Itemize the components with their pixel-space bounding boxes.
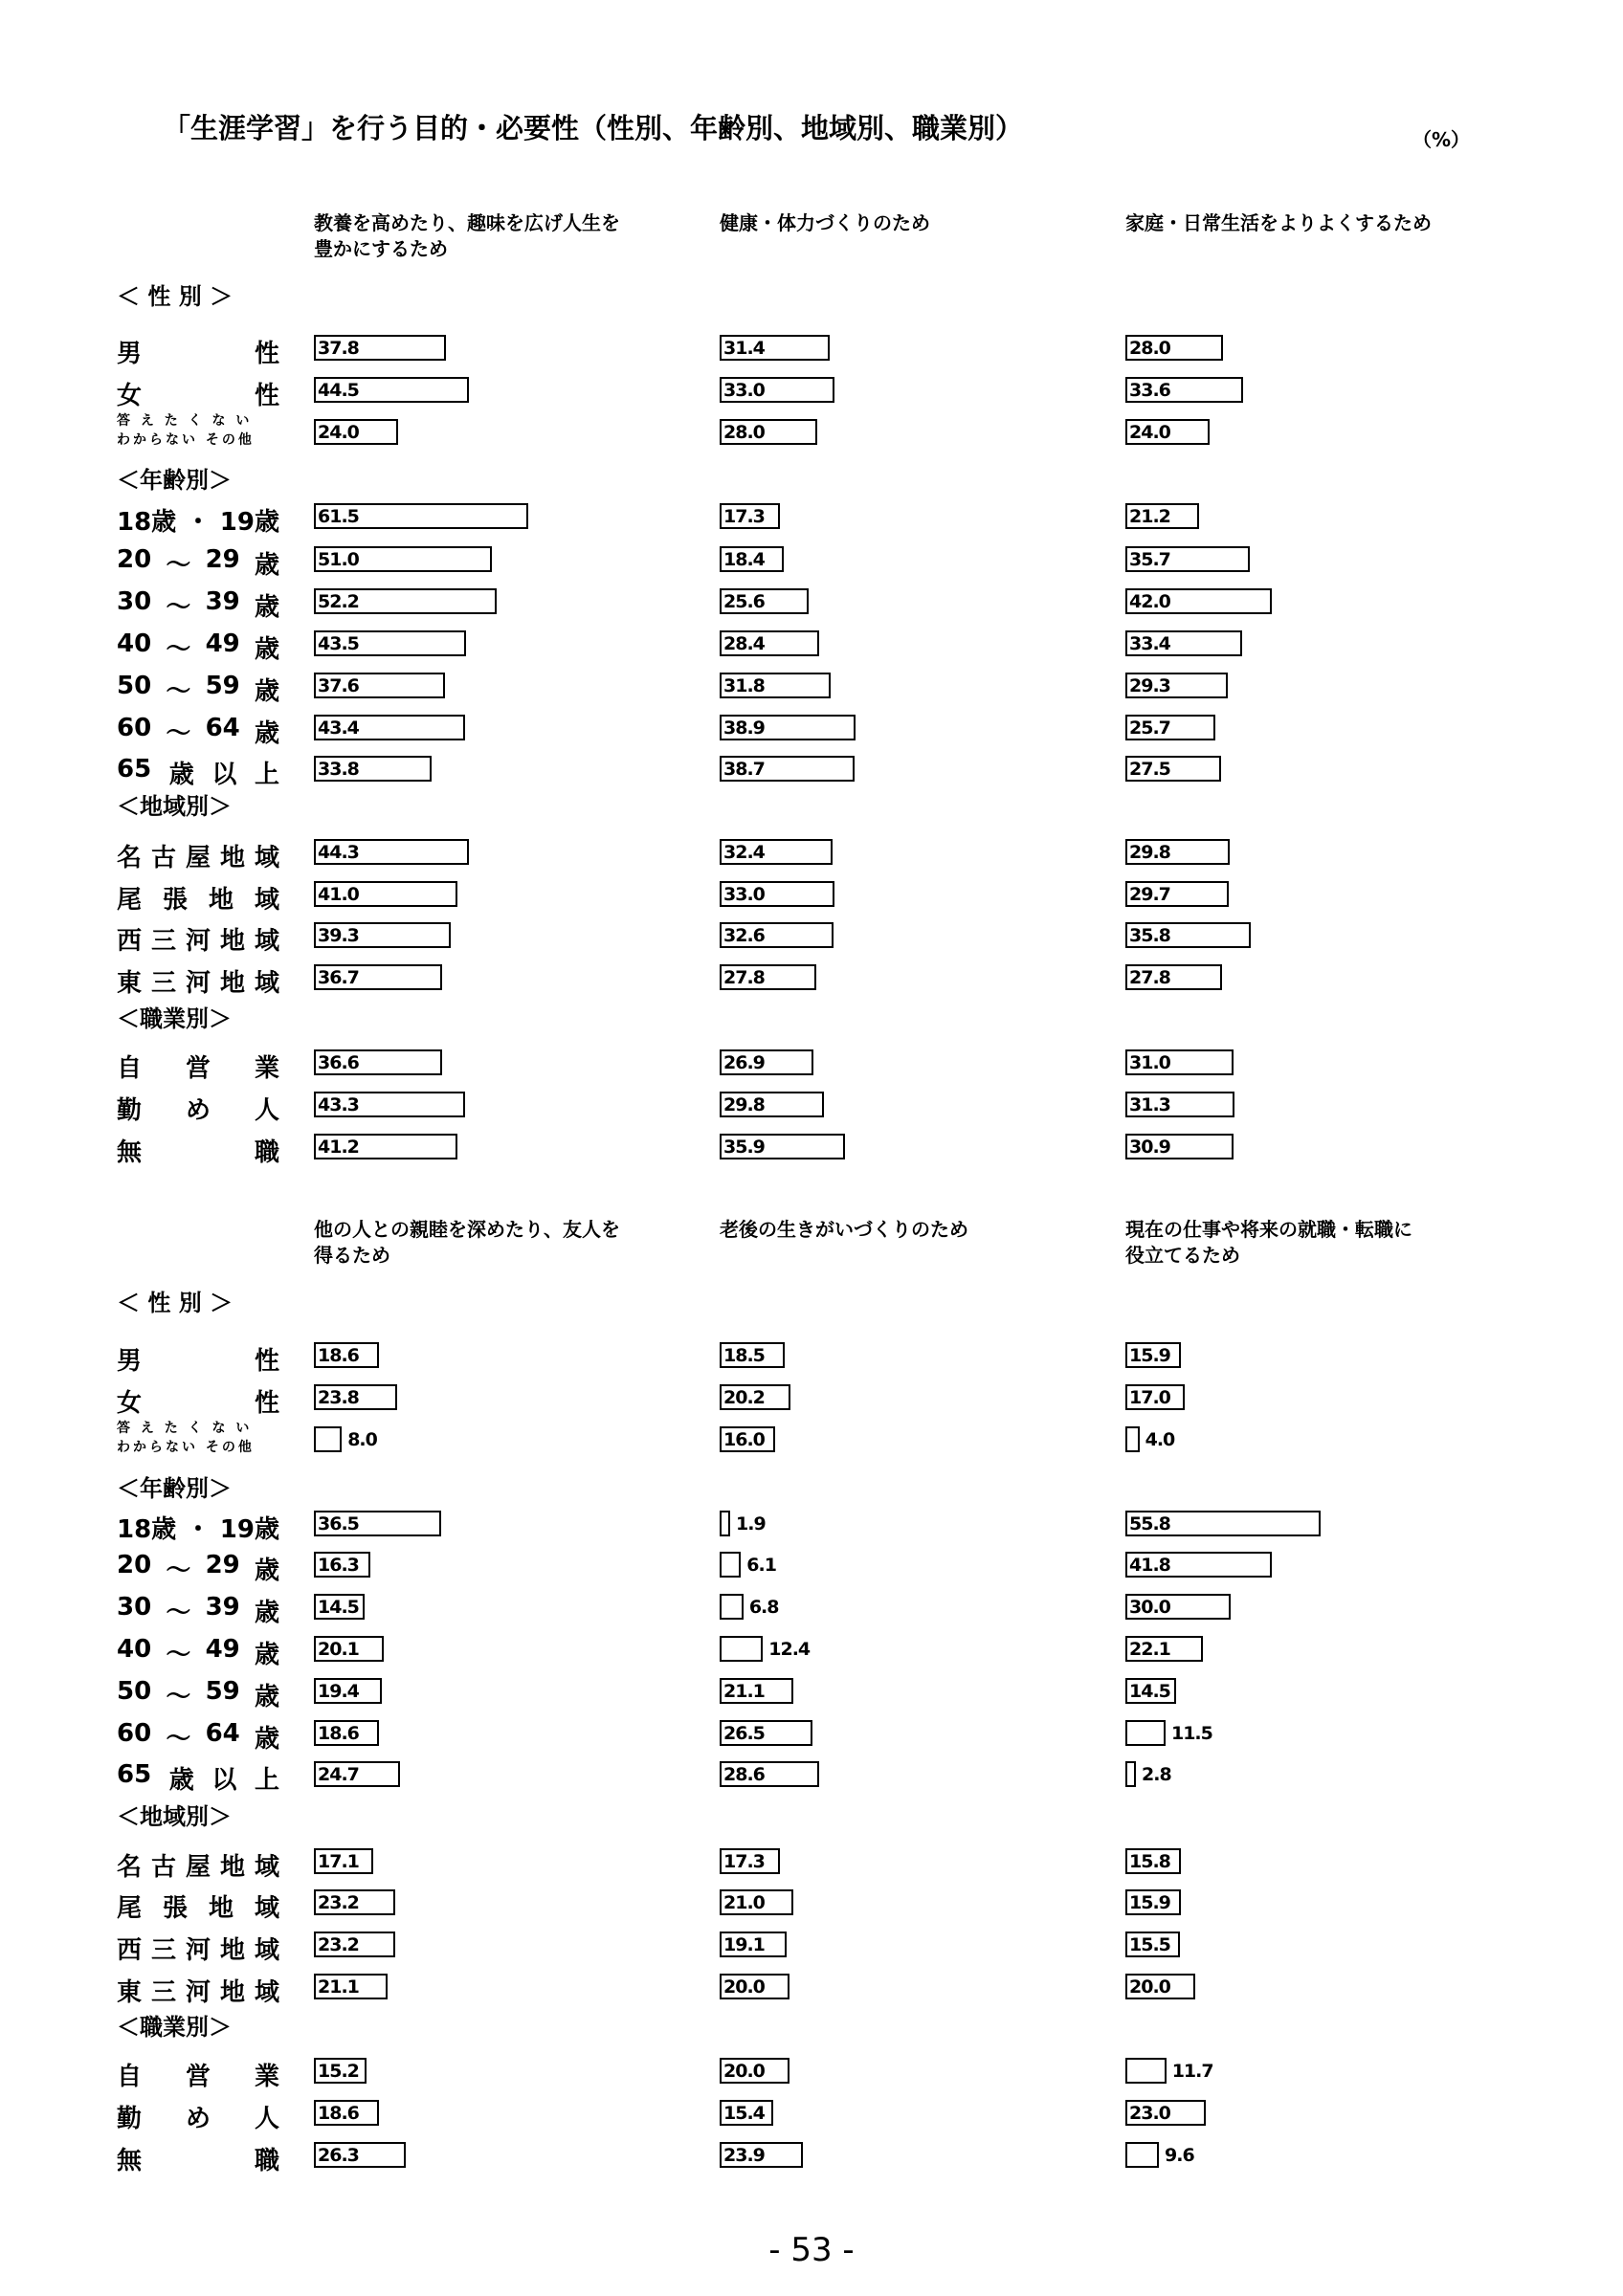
data-label: 41.2: [318, 1137, 359, 1158]
row-label: 65 歳 以 上: [117, 1760, 279, 1795]
row-label: 50 ～ 59 歳: [117, 1677, 279, 1711]
row-label: 西 三 河 地 域: [117, 1936, 279, 1965]
data-label: 16.0: [723, 1429, 765, 1450]
data-label: 55.8: [1129, 1513, 1170, 1534]
data-label: 17.3: [723, 1851, 765, 1872]
data-label: 6.8: [748, 1597, 779, 1618]
data-label: 37.8: [318, 338, 359, 359]
data-label: 9.6: [1165, 2145, 1194, 2166]
data-label: 21.0: [723, 1892, 765, 1913]
row-label: 40 ～ 49 歳: [117, 629, 279, 664]
row-label: 自 営 業: [117, 1054, 279, 1083]
data-label: 2.8: [1142, 1764, 1171, 1785]
data-label: 17.1: [318, 1851, 359, 1872]
row-label: 30 ～ 39 歳: [117, 587, 279, 622]
row-label: 18歳 ・ 19歳: [117, 1515, 279, 1544]
bar: [720, 1552, 741, 1578]
group-label: ＜年齢別＞: [117, 1475, 232, 1502]
group-label: ＜職業別＞: [117, 1005, 232, 1032]
row-label: 答 え た く な い わからない その他: [117, 1421, 255, 1455]
data-label: 25.6: [723, 591, 765, 612]
row-label: 自 営 業: [117, 2063, 279, 2091]
data-label: 42.0: [1129, 591, 1170, 612]
data-label: 17.0: [1129, 1387, 1170, 1408]
data-label: 35.7: [1129, 549, 1170, 570]
data-label: 43.4: [318, 718, 359, 739]
data-label: 35.9: [723, 1137, 765, 1158]
data-label: 15.4: [723, 2103, 765, 2124]
data-label: 14.5: [1129, 1681, 1170, 1702]
data-label: 33.6: [1129, 380, 1170, 401]
row-label: 東 三 河 地 域: [117, 969, 279, 998]
data-label: 18.6: [318, 1723, 359, 1744]
data-label: 18.6: [318, 2103, 359, 2124]
data-label: 15.9: [1129, 1345, 1170, 1366]
data-label: 18.5: [723, 1345, 765, 1366]
data-label: 20.0: [723, 2061, 765, 2082]
data-label: 43.3: [318, 1094, 359, 1115]
data-label: 11.7: [1171, 2061, 1213, 2082]
data-label: 23.9: [723, 2145, 765, 2166]
row-label: 男 性: [117, 340, 279, 368]
data-label: 23.0: [1129, 2103, 1170, 2124]
data-label: 15.8: [1129, 1851, 1170, 1872]
data-label: 41.8: [1129, 1555, 1170, 1576]
data-label: 20.0: [1129, 1976, 1170, 1998]
data-label: 27.5: [1129, 759, 1170, 780]
row-label: 東 三 河 地 域: [117, 1978, 279, 2007]
data-label: 29.8: [723, 1094, 765, 1115]
row-label: 名 古 屋 地 域: [117, 1853, 279, 1882]
data-label: 43.5: [318, 633, 359, 654]
data-label: 16.3: [318, 1555, 359, 1576]
data-label: 28.6: [723, 1764, 765, 1785]
data-label: 33.0: [723, 380, 765, 401]
bar: [1125, 1720, 1166, 1746]
series-header: 教養を高めたり、趣味を広げ人生を 豊かにするため: [314, 211, 620, 260]
row-label: 無 職: [117, 2147, 279, 2175]
data-label: 26.5: [723, 1723, 765, 1744]
data-label: 30.0: [1129, 1597, 1170, 1618]
bar: [720, 1594, 744, 1620]
data-label: 20.2: [723, 1387, 765, 1408]
row-label: 無 職: [117, 1138, 279, 1167]
row-label: 50 ～ 59 歳: [117, 672, 279, 706]
data-label: 44.5: [318, 380, 359, 401]
row-label: 20 ～ 29 歳: [117, 545, 279, 580]
data-label: 22.1: [1129, 1639, 1170, 1660]
page-title: 「生涯学習」を行う目的・必要性（性別、年齢別、地域別、職業別）: [163, 112, 1024, 144]
data-label: 24.7: [318, 1764, 359, 1785]
data-label: 39.3: [318, 925, 359, 946]
data-label: 51.0: [318, 549, 359, 570]
data-label: 52.2: [318, 591, 359, 612]
data-label: 29.3: [1129, 675, 1170, 696]
group-label: ＜地域別＞: [117, 793, 232, 820]
data-label: 11.5: [1170, 1723, 1212, 1744]
data-label: 15.5: [1129, 1934, 1170, 1955]
data-label: 18.4: [723, 549, 765, 570]
data-label: 19.4: [318, 1681, 359, 1702]
row-label: 勤 め 人: [117, 2105, 279, 2133]
data-label: 30.9: [1129, 1137, 1170, 1158]
bar: [1125, 2142, 1159, 2168]
group-label: ＜ 性 別 ＞: [117, 283, 233, 310]
data-label: 41.0: [318, 884, 359, 905]
series-header: 家庭・日常生活をよりよくするため: [1125, 211, 1432, 234]
data-label: 28.0: [723, 422, 765, 443]
data-label: 33.8: [318, 759, 359, 780]
bar: [1125, 2058, 1167, 2084]
data-label: 20.1: [318, 1639, 359, 1660]
data-label: 33.0: [723, 884, 765, 905]
data-label: 31.3: [1129, 1094, 1170, 1115]
data-label: 26.3: [318, 2145, 359, 2166]
row-label: 名 古 屋 地 域: [117, 844, 279, 872]
data-label: 31.4: [723, 338, 765, 359]
row-label: 18歳 ・ 19歳: [117, 508, 279, 537]
data-label: 1.9: [736, 1513, 766, 1534]
data-label: 23.2: [318, 1892, 359, 1913]
series-header: 健康・体力づくりのため: [720, 211, 930, 234]
data-label: 33.4: [1129, 633, 1170, 654]
data-label: 38.9: [723, 718, 765, 739]
data-label: 21.1: [723, 1681, 765, 1702]
data-label: 21.2: [1129, 506, 1170, 527]
data-label: 18.6: [318, 1345, 359, 1366]
data-label: 21.1: [318, 1976, 359, 1998]
data-label: 28.4: [723, 633, 765, 654]
bar: [314, 1426, 342, 1452]
data-label: 31.8: [723, 675, 765, 696]
data-label: 32.6: [723, 925, 765, 946]
group-label: ＜職業別＞: [117, 2014, 232, 2041]
bar: [1125, 1761, 1136, 1787]
data-label: 37.6: [318, 675, 359, 696]
row-label: 男 性: [117, 1347, 279, 1376]
unit-label: （%）: [1412, 128, 1471, 151]
bar: [720, 1511, 730, 1536]
row-label: 答 え た く な い わからない その他: [117, 413, 255, 448]
data-label: 23.2: [318, 1934, 359, 1955]
data-label: 24.0: [318, 422, 359, 443]
data-label: 29.8: [1129, 842, 1170, 863]
data-label: 19.1: [723, 1934, 765, 1955]
group-label: ＜ 性 別 ＞: [117, 1290, 233, 1316]
data-label: 36.7: [318, 967, 359, 988]
group-label: ＜年齢別＞: [117, 467, 232, 494]
data-label: 28.0: [1129, 338, 1170, 359]
series-header: 他の人との親睦を深めたり、友人を 得るため: [314, 1218, 620, 1267]
row-label: 女 性: [117, 1389, 279, 1418]
data-label: 38.7: [723, 759, 765, 780]
data-label: 24.0: [1129, 422, 1170, 443]
data-label: 12.4: [768, 1639, 811, 1660]
data-label: 32.4: [723, 842, 765, 863]
row-label: 女 性: [117, 382, 279, 410]
row-label: 60 ～ 64 歳: [117, 714, 279, 748]
data-label: 36.6: [318, 1052, 359, 1073]
row-label: 尾 張 地 域: [117, 886, 279, 915]
series-header: 現在の仕事や将来の就職・転職に 役立てるため: [1125, 1218, 1412, 1267]
bar: [720, 1636, 763, 1662]
data-label: 15.9: [1129, 1892, 1170, 1913]
data-label: 61.5: [318, 506, 359, 527]
data-label: 23.8: [318, 1387, 359, 1408]
bar: [1125, 1426, 1140, 1452]
row-label: 20 ～ 29 歳: [117, 1551, 279, 1585]
data-label: 44.3: [318, 842, 359, 863]
data-label: 29.7: [1129, 884, 1170, 905]
data-label: 27.8: [1129, 967, 1170, 988]
data-label: 26.9: [723, 1052, 765, 1073]
data-label: 14.5: [318, 1597, 359, 1618]
row-label: 65 歳 以 上: [117, 755, 279, 789]
row-label: 尾 張 地 域: [117, 1894, 279, 1923]
data-label: 4.0: [1145, 1429, 1175, 1450]
data-label: 17.3: [723, 506, 765, 527]
data-label: 20.0: [723, 1976, 765, 1998]
data-label: 6.1: [746, 1555, 776, 1576]
row-label: 40 ～ 49 歳: [117, 1635, 279, 1669]
row-label: 勤 め 人: [117, 1096, 279, 1125]
page-number: - 53 -: [768, 2231, 855, 2269]
row-label: 60 ～ 64 歳: [117, 1719, 279, 1754]
data-label: 36.5: [318, 1513, 359, 1534]
row-label: 30 ～ 39 歳: [117, 1593, 279, 1627]
row-label: 西 三 河 地 域: [117, 927, 279, 956]
data-label: 25.7: [1129, 718, 1170, 739]
data-label: 8.0: [347, 1429, 377, 1450]
data-label: 27.8: [723, 967, 765, 988]
series-header: 老後の生きがいづくりのため: [720, 1218, 968, 1241]
group-label: ＜地域別＞: [117, 1803, 232, 1830]
data-label: 35.8: [1129, 925, 1170, 946]
data-label: 31.0: [1129, 1052, 1170, 1073]
data-label: 15.2: [318, 2061, 359, 2082]
